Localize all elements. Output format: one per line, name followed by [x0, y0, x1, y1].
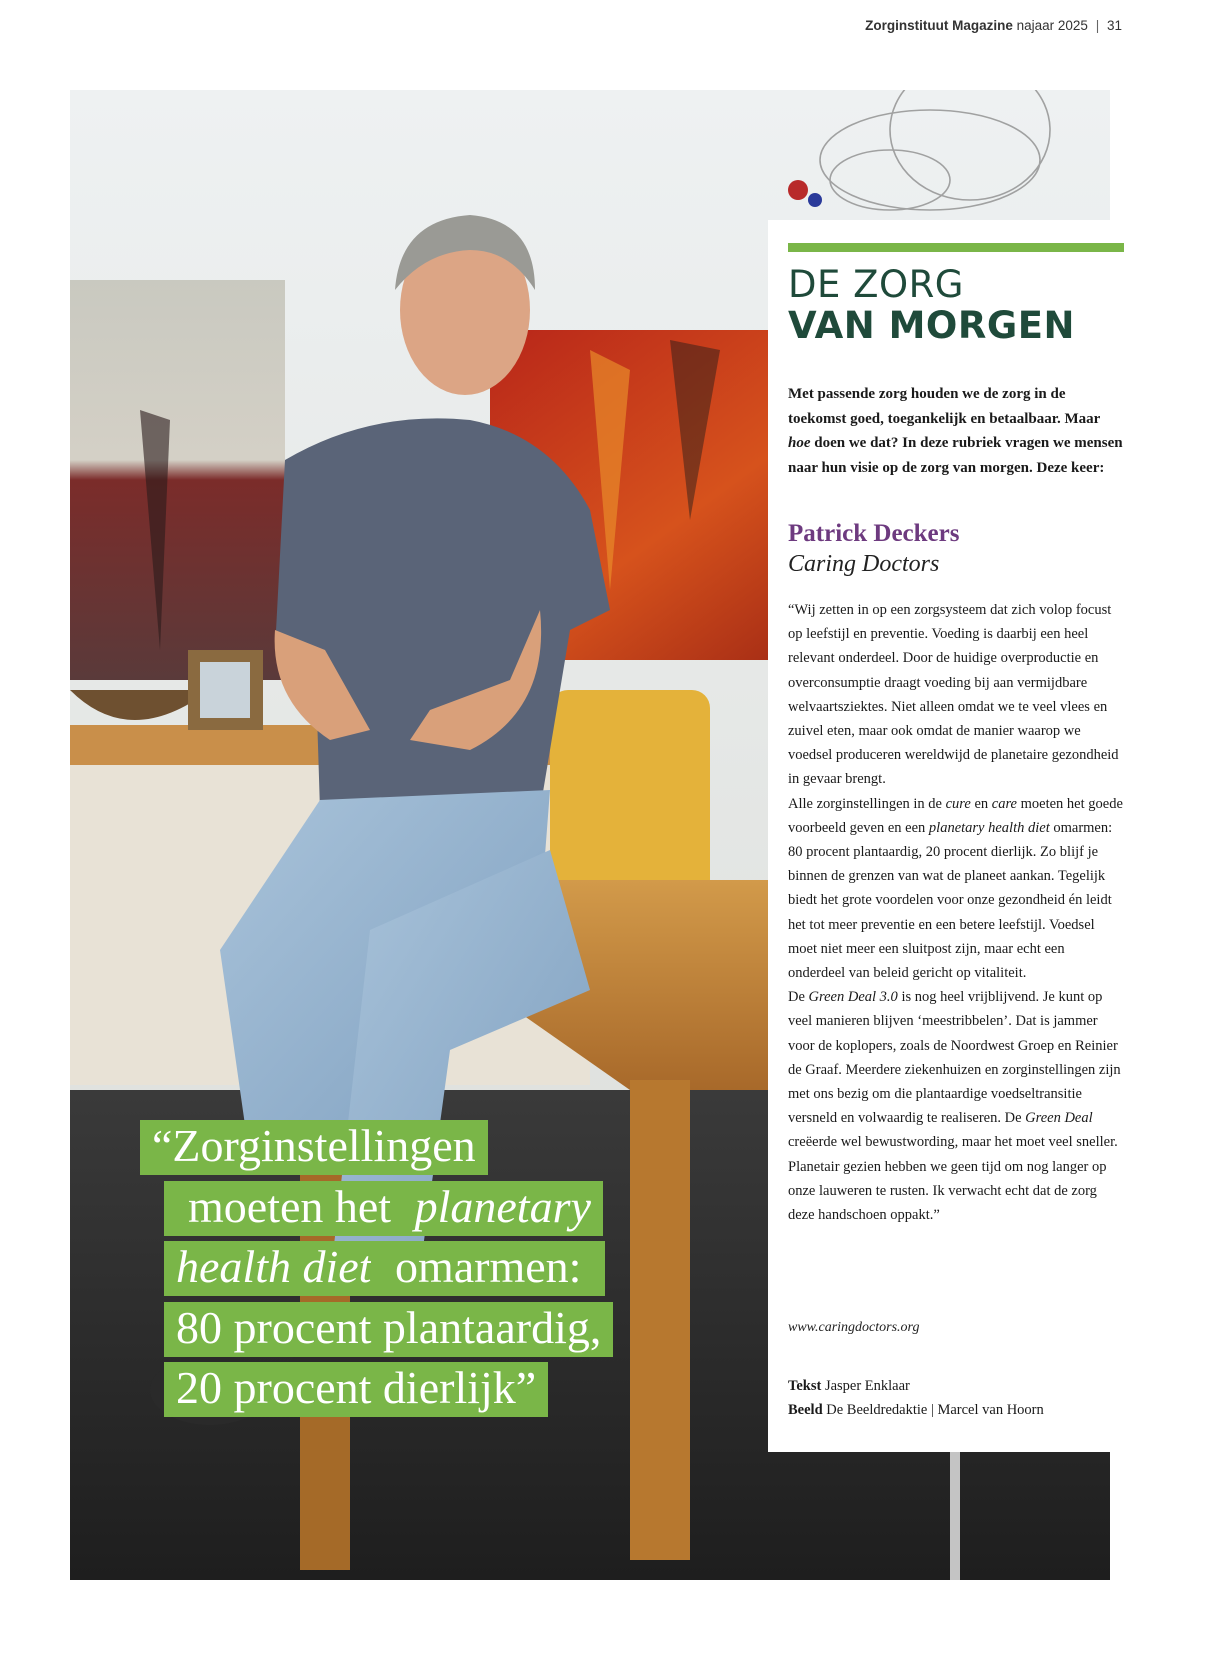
credit-image-label: Beeld	[788, 1402, 823, 1418]
header-separator: |	[1095, 18, 1100, 33]
body-paragraph-3	[788, 985, 1124, 1227]
quote-line-2	[140, 1177, 740, 1238]
quote-line-1	[140, 1116, 740, 1177]
accent-rule	[788, 243, 1124, 252]
p2-text-b: en	[970, 795, 992, 812]
intro-text-2: doen we dat? In deze rubriek vragen we mensen naar hun visie op de zorg van morgen. Deze keer:	[788, 435, 1123, 476]
p3-green-deal: Green Deal	[1025, 1110, 1093, 1127]
quote-line-4	[140, 1298, 740, 1359]
quote-line-3b: omarmen:	[371, 1241, 593, 1296]
quote-line-3a: health diet	[176, 1241, 372, 1292]
p3-text-a: De	[788, 989, 809, 1006]
running-header	[865, 18, 1122, 33]
rubric-line-2: VAN MORGEN	[788, 304, 1075, 348]
credit-text-value: Jasper Enklaar	[824, 1378, 910, 1394]
credit-text-label: Tekst	[788, 1378, 822, 1394]
edition: najaar 2025	[1016, 18, 1088, 33]
intro-paragraph	[788, 382, 1124, 480]
p2-cure: cure	[945, 795, 971, 812]
body-paragraph-2	[788, 792, 1124, 986]
quote-line-1-text: “Zorginstellingen	[140, 1120, 488, 1175]
p3-text-b: is nog heel vrijblijvend. Je kunt op veel manieren blijven ‘meestribbelen’. Dat is jammer voor de koplopers, zoals de Noordwest Groep en Reinier de Graaf. Meerdere ziekenhuizen en zorginstellingen zijn met ons bezig om die plantaardige voedseltransitie versneld en volwaardig te realiseren. De	[788, 989, 1121, 1127]
credits	[788, 1374, 1044, 1422]
quote-line-3	[140, 1237, 740, 1298]
person-name: Patrick Deckers	[788, 520, 960, 547]
p2-text-d: omarmen: 80 procent plantaardig, 20 procent dierlijk. Zo blijf je binnen de grenzen van wat de planeet aankan. Tegelijk biedt het grote voordelen voor onze gezondheid én leidt het tot meer preventie en een betere leefstijl. Voedsel moet niet meer een sluitpost zijn, maar echt een onderdeel van beleid gericht op vitaliteit.	[788, 819, 1113, 982]
credit-image-value: De Beeldredaktie | Marcel van Hoorn	[826, 1402, 1044, 1418]
body-paragraph-1: “Wij zetten in op een zorgsysteem dat zich volop focust op leefstijl en preventie. Voeding is daarbij een heel relevant onderdeel. Door de huidige overproductie en overconsumptie draagt voeding bij aan vermijdbare welvaartsziektes. Niet alleen omdat we te veel vlees en zuivel eten, maar ook omdat de manier waarop we voedsel produceren wereldwijd de planetaire gezondheid in gevaar brengt.	[788, 602, 1119, 788]
magazine-name: Zorginstituut Magazine	[865, 18, 1013, 33]
article-body	[788, 598, 1124, 1227]
quote-line-2b: planetary	[414, 1180, 591, 1232]
page-number: 31	[1106, 18, 1122, 33]
quote-line-2a: moeten het	[176, 1181, 415, 1236]
p2-care: care	[991, 795, 1017, 812]
p2-diet: planetary health diet	[928, 819, 1050, 836]
p3-green-deal-version: Green Deal 3.0	[808, 989, 898, 1006]
quote-line-4-text: 80 procent plantaardig,	[164, 1302, 613, 1357]
website-link[interactable]: www.caringdoctors.org	[788, 1320, 920, 1335]
person-organization: Caring Doctors	[788, 551, 940, 577]
p2-text-a: Alle zorginstellingen in de	[788, 795, 946, 812]
article-panel	[768, 220, 1123, 1452]
credit-text	[788, 1374, 1044, 1398]
p2-text-c: moeten het goede voorbeeld geven en een	[788, 795, 1123, 836]
rubric-title	[788, 264, 1118, 347]
quote-line-5-text: 20 procent dierlijk”	[164, 1362, 548, 1417]
pull-quote	[140, 1116, 740, 1419]
quote-line-5	[140, 1358, 740, 1419]
intro-text-1: Met passende zorg houden we de zorg in de toekomst goed, toegankelijk en betaalbaar. Maar	[788, 386, 1101, 427]
p3-text-c: creëerde wel bewustwording, maar het moet veel sneller. Planetair gezien hebben we geen tijd om nog langer op onze lauweren te rusten. Ik verwacht echt dat de zorg deze handschoen oppakt.”	[788, 1134, 1118, 1224]
interviewee	[788, 518, 1124, 580]
rubric-line-1: DE ZORG	[788, 263, 964, 306]
intro-emphasis: hoe	[788, 435, 811, 451]
credit-image	[788, 1398, 1044, 1422]
